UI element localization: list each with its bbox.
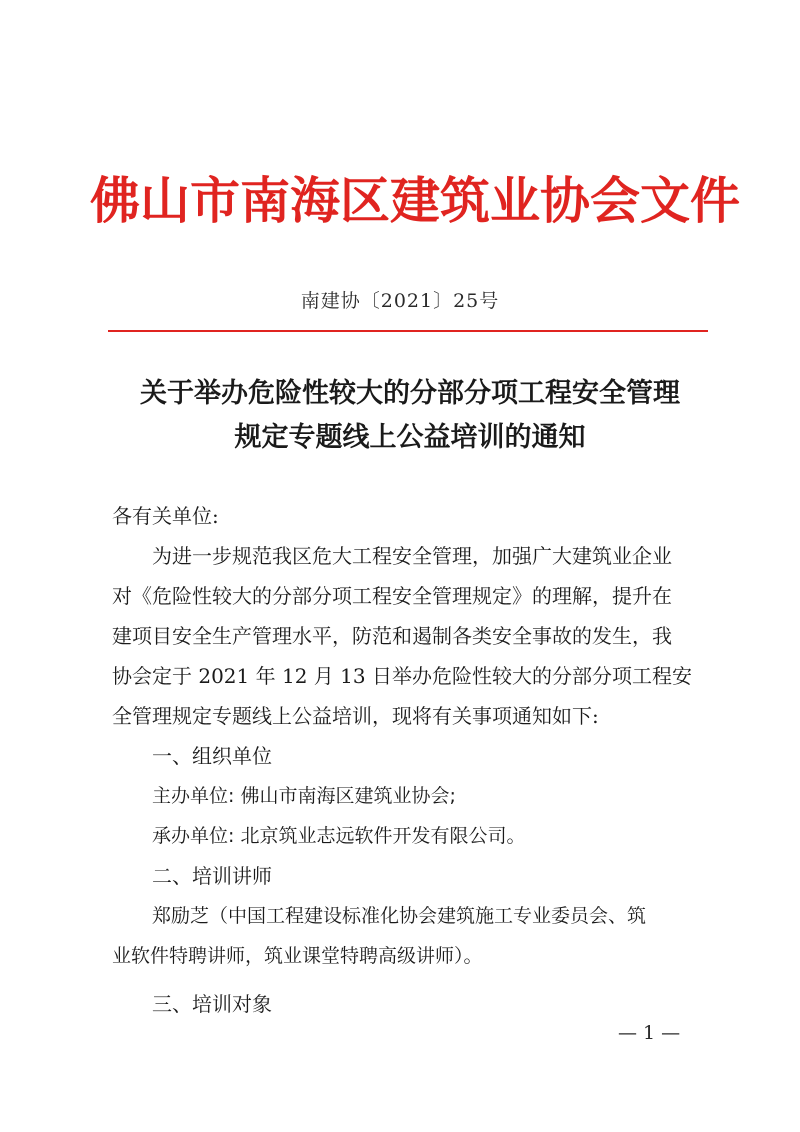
org-header-title: 佛山市南海区建筑业协会文件: [90, 172, 740, 230]
teacher-paragraph: [112, 896, 712, 976]
page-number: — 1 —: [618, 1022, 681, 1044]
notice-body: [112, 496, 712, 1024]
notice-title-line-1: 关于举办危险性较大的分部分项工程安全管理: [140, 378, 680, 409]
intro-line-4: 协会定于 2021 年 12 月 13 日举办危险性较大的分部分项工程安: [112, 664, 692, 688]
document-number: 南建协〔2021〕25号: [300, 290, 500, 312]
intro-paragraph: [112, 536, 712, 736]
teacher-line-2: 业软件特聘讲师，筑业课堂特聘高级讲师）。: [112, 945, 483, 967]
red-divider-line: [108, 330, 708, 332]
salutation: 各有关单位:: [112, 504, 219, 528]
co-organizer-line: 承办单位: 北京筑业志远软件开发有限公司。: [152, 825, 526, 847]
notice-title-line-2: 规定专题线上公益培训的通知: [234, 422, 586, 453]
section-heading-audience: 三、培训对象: [152, 992, 272, 1016]
intro-line-1: 为进一步规范我区危大工程安全管理，加强广大建筑业企业: [152, 544, 672, 568]
intro-line-5: 全管理规定专题线上公益培训，现将有关事项通知如下:: [112, 704, 599, 728]
intro-line-3: 建项目安全生产管理水平，防范和遏制各类安全事故的发生，我: [112, 624, 672, 648]
section-heading-organizers: 一、组织单位: [152, 744, 272, 768]
organizer-line: 主办单位: 佛山市南海区建筑业协会;: [152, 785, 456, 807]
intro-line-2: 对《危险性较大的分部分项工程安全管理规定》的理解，提升在: [112, 584, 672, 608]
section-heading-teacher: 二、培训讲师: [152, 864, 272, 888]
teacher-line-1: 郑励芝（中国工程建设标准化协会建筑施工专业委员会、筑: [152, 905, 647, 927]
notice-title: [100, 372, 720, 460]
